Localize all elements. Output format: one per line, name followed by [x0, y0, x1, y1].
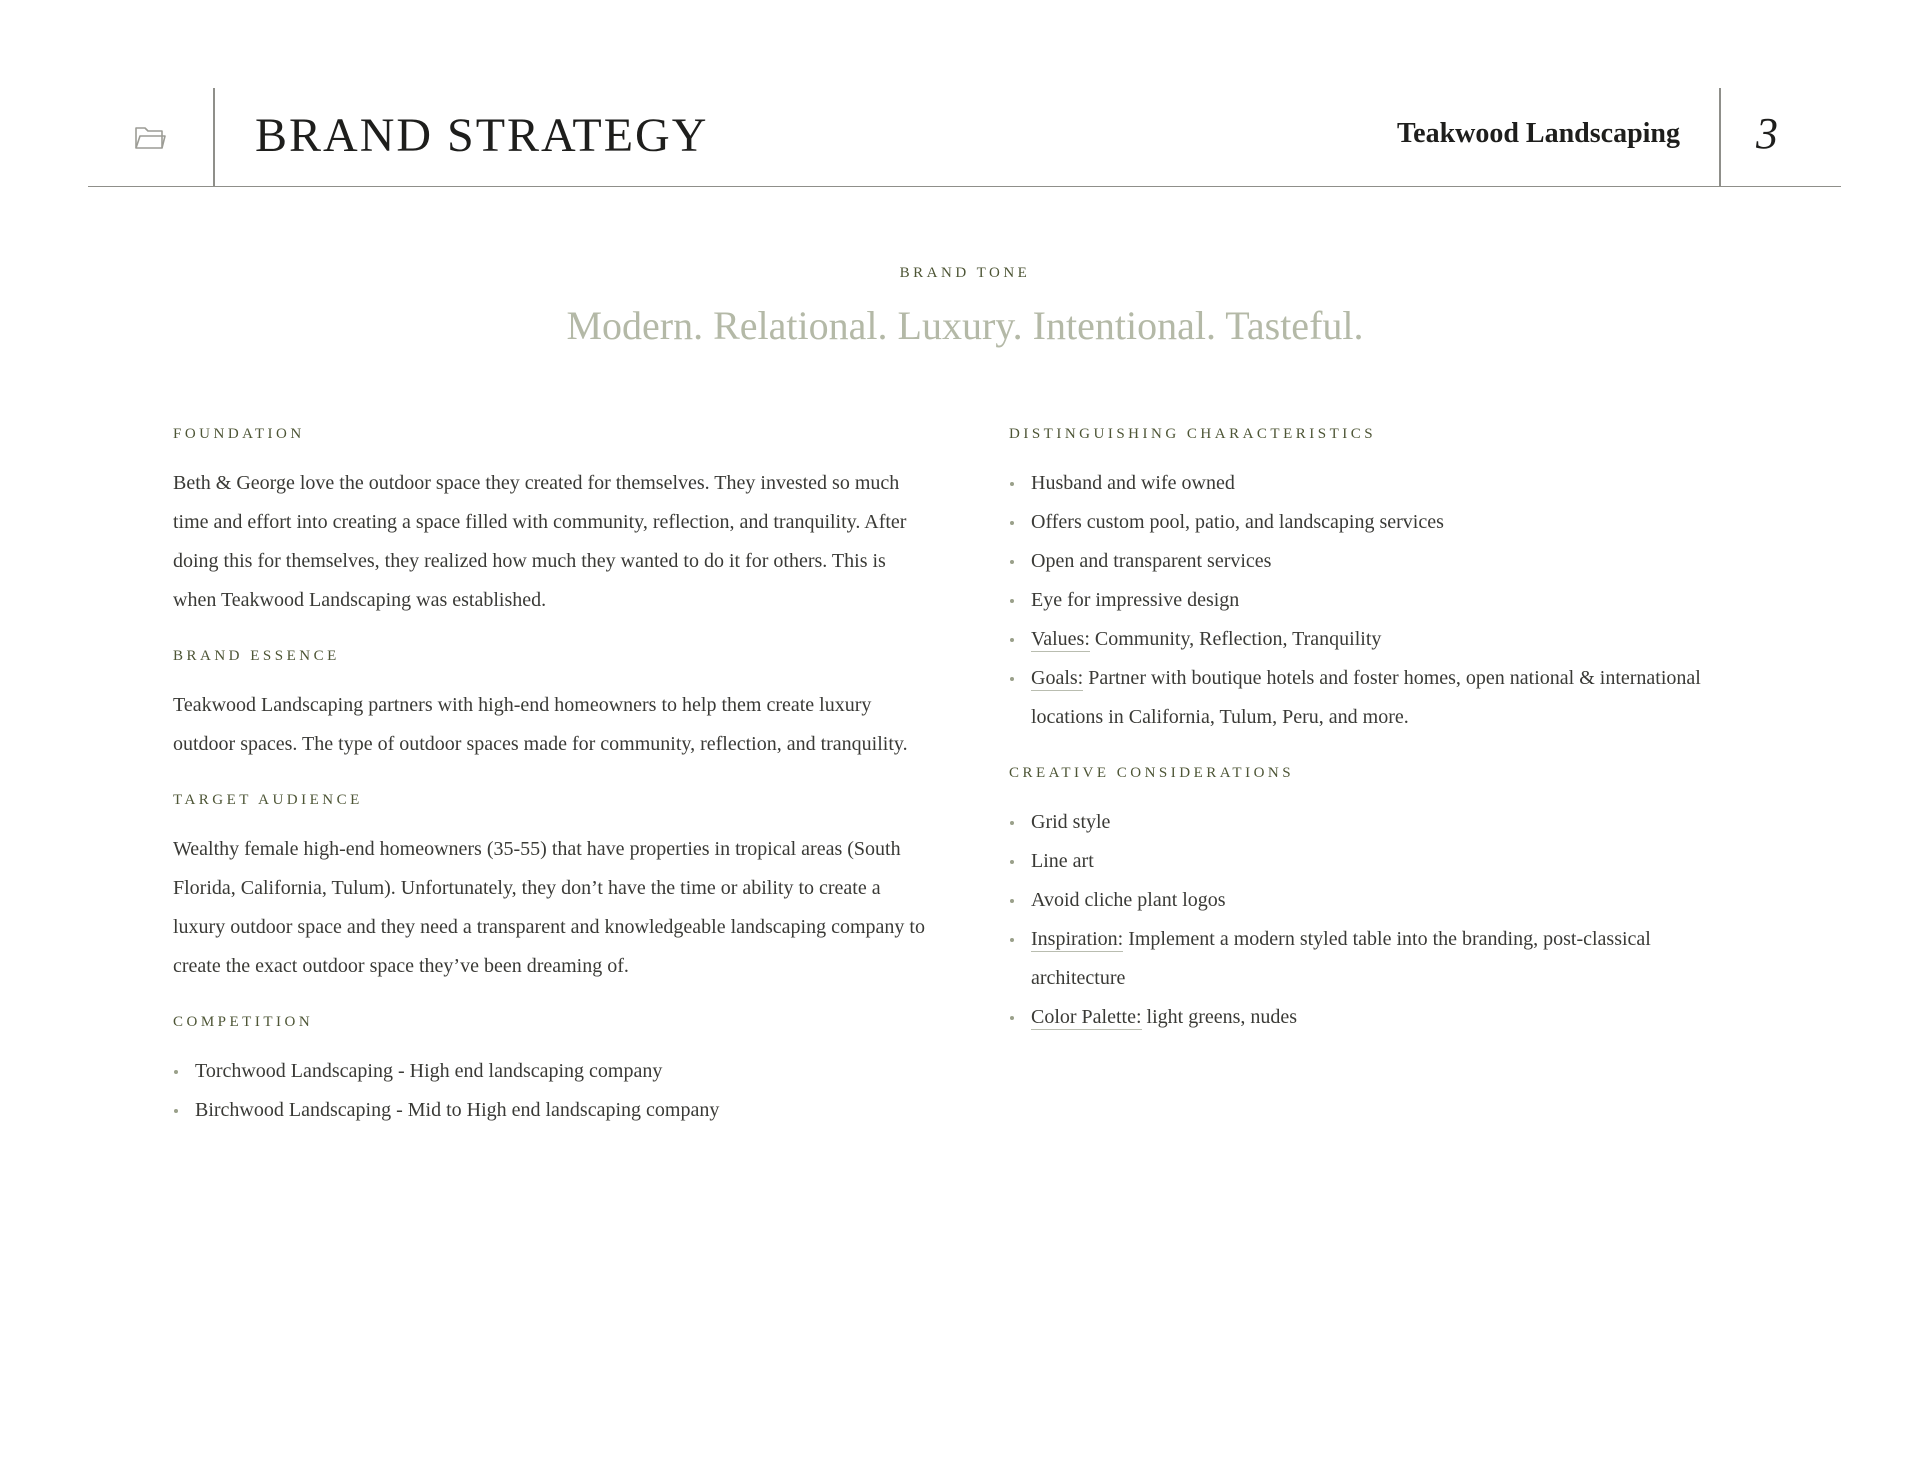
- creative-item: [1009, 998, 1739, 1037]
- competition-label: COMPETITION: [173, 1014, 314, 1030]
- creative-label: CREATIVE CONSIDERATIONS: [1009, 765, 1295, 781]
- brand-name: Teakwood Landscaping: [1397, 118, 1680, 149]
- creative-item: [1009, 842, 1739, 881]
- left-column: [173, 424, 933, 1130]
- distinguishing-label: DISTINGUISHING CHARACTERISTICS: [1009, 426, 1377, 442]
- competition-item: Birchwood Landscaping - Mid to High end landscaping company: [173, 1091, 933, 1130]
- item-text: Eye for impressive design: [1031, 589, 1240, 611]
- brand-essence-label: BRAND ESSENCE: [173, 648, 340, 664]
- right-column: [1009, 424, 1739, 1037]
- item-key: Inspiration:: [1031, 928, 1124, 950]
- creative-list: [1009, 803, 1739, 1037]
- brand-tone-label: BRAND TONE: [899, 265, 1031, 281]
- foundation-text: Beth & George love the outdoor space they created for themselves. They invested so much time and effort into creating a space filled with community, reflection, and tranquility. After doing this for themselves, they realized how much they wanted to do it for others. This is when Teakwood Landscaping was established.: [173, 472, 907, 611]
- distinguishing-item: [1009, 659, 1739, 737]
- item-key: Values:: [1031, 628, 1090, 650]
- brand-essence-text: Teakwood Landscaping partners with high-end homeowners to help them create luxury outdoor spaces. The type of outdoor spaces made for community, reflection, and tranquility.: [173, 694, 908, 755]
- target-audience-label: TARGET AUDIENCE: [173, 792, 363, 808]
- header-divider-right: [1719, 88, 1721, 186]
- item-text: Husband and wife owned: [1031, 472, 1235, 494]
- distinguishing-item: [1009, 581, 1739, 620]
- item-key: Goals:: [1031, 667, 1084, 689]
- item-text: Partner with boutique hotels and foster homes, open national & international locations in California, Tulum, Peru, and more.: [1031, 667, 1701, 728]
- item-text: light greens, nudes: [1141, 1006, 1298, 1028]
- item-text: Line art: [1031, 850, 1094, 872]
- item-key: Color Palette:: [1031, 1006, 1142, 1028]
- distinguishing-item: [1009, 620, 1739, 659]
- distinguishing-item: [1009, 503, 1739, 542]
- item-text: Implement a modern styled table into the branding, post-classical architecture: [1031, 928, 1651, 989]
- distinguishing-item: [1009, 542, 1739, 581]
- creative-item: [1009, 881, 1739, 920]
- creative-item: [1009, 920, 1739, 998]
- page-title: BRAND STRATEGY: [255, 109, 709, 162]
- folder-icon: [132, 122, 166, 152]
- item-text: Open and transparent services: [1031, 550, 1272, 572]
- page-header: [88, 88, 1841, 187]
- page-number: 3: [1756, 109, 1778, 158]
- item-text: Offers custom pool, patio, and landscaping services: [1031, 511, 1444, 533]
- distinguishing-list: [1009, 464, 1739, 737]
- competition-item: Torchwood Landscaping - High end landscaping company: [173, 1052, 933, 1091]
- creative-item: [1009, 803, 1739, 842]
- competition-list: [173, 1052, 933, 1130]
- header-divider-left: [213, 88, 215, 186]
- target-audience-text: Wealthy female high-end homeowners (35-55) that have properties in tropical areas (South Florida, California, Tulum). Unfortunately, they don’t have the time or ability to create a luxury outdoor space and they need a transparent and knowledgeable landscaping company to create the exact outdoor space they’ve been dreaming of.: [173, 838, 925, 977]
- item-text: Avoid cliche plant logos: [1031, 889, 1226, 911]
- item-text: Grid style: [1031, 811, 1111, 833]
- brand-tone-text: Modern. Relational. Luxury. Intentional. Tasteful.: [566, 303, 1364, 348]
- distinguishing-item: [1009, 464, 1739, 503]
- item-text: Community, Reflection, Tranquility: [1089, 628, 1382, 650]
- foundation-label: FOUNDATION: [173, 426, 305, 442]
